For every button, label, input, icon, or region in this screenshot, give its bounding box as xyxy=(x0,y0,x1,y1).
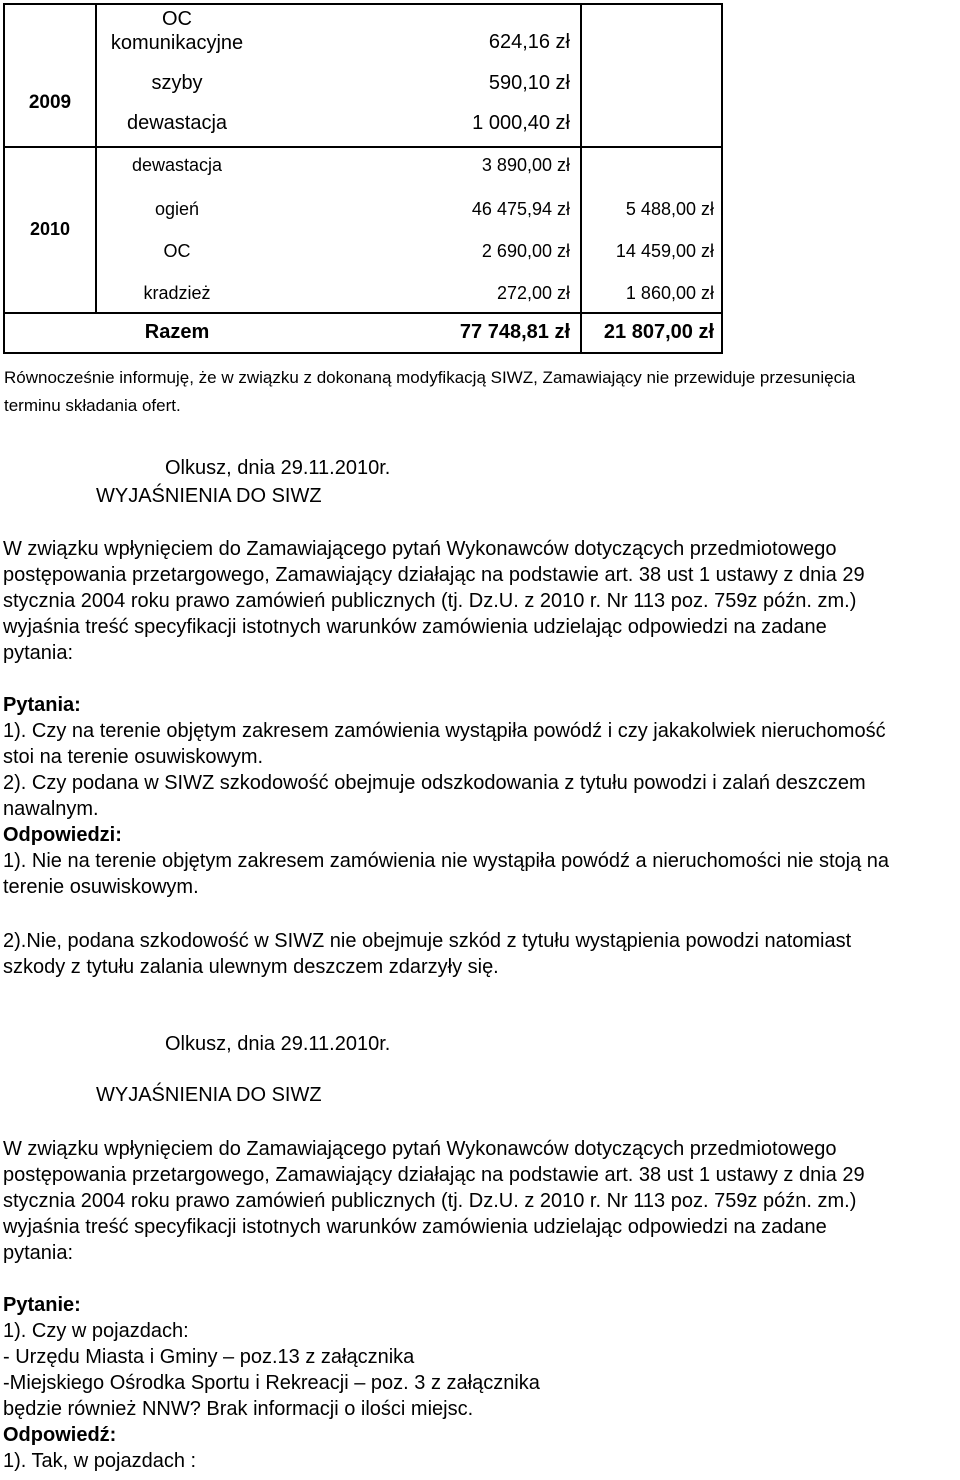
notice-paragraph: Równocześnie informuję, że w związku z dokonaną modyfikacją SIWZ, Zamawiający nie przewiduje przesunięcia terminu składania ofert. xyxy=(4,368,856,415)
claim-amount: 590,10 zł xyxy=(488,72,570,94)
claim-type: OC komunikacyjne xyxy=(110,8,244,54)
claim-type: dewastacja xyxy=(131,155,223,175)
claim-amount: 272,00 zł xyxy=(496,283,570,303)
total-amount: 77 748,81 zł xyxy=(459,321,570,343)
claim-amount: 1 000,40 zł xyxy=(472,112,570,134)
answer-item: 1). Nie na terenie objętym zakresem zamówienia nie wystąpiła powódź a nieruchomości nie stoją na terenie osuwiskowym. xyxy=(3,850,889,898)
claim-amount-2: 1 860,00 zł xyxy=(625,283,714,303)
date-line: Olkusz, dnia 29.11.2010r. xyxy=(165,457,391,479)
questions-list: 1). Czy na terenie objętym zakresem zamówienia wystąpiła powódź i czy jakakolwiek nieruchomość stoi na terenie osuwiskowym. 2). Czy podana w SIWZ szkodowość obejmuje odszkodowania z tytułu powodzi i zalań deszczem nawalnym. xyxy=(3,720,886,820)
claim-type: szyby xyxy=(151,72,203,94)
claim-type: dewastacja xyxy=(126,112,228,134)
section-heading: WYJAŚNIENIA DO SIWZ xyxy=(96,485,322,507)
year-2009: 2009 xyxy=(28,92,72,113)
total-label: Razem xyxy=(144,321,210,343)
question-list: 1). Czy w pojazdach: - Urzędu Miasta i Gminy – poz.13 z załącznika -Miejskiego Ośrodka Sportu i Rekreacji – poz. 3 z załącznika będzie również NNW? Brak informacji o ilości miejsc. xyxy=(3,1320,540,1420)
date-line: Olkusz, dnia 29.11.2010r. xyxy=(165,1033,391,1055)
claim-amount: 624,16 zł xyxy=(488,31,570,53)
answers-label: Odpowiedzi: xyxy=(3,824,122,846)
claim-type: OC xyxy=(163,241,191,261)
claim-amount-2: 14 459,00 zł xyxy=(615,241,714,261)
claim-amount: 2 690,00 zł xyxy=(481,241,570,261)
section-heading: WYJAŚNIENIA DO SIWZ xyxy=(96,1084,322,1106)
year-2010: 2010 xyxy=(29,219,71,239)
claim-amount: 46 475,94 zł xyxy=(471,199,570,219)
answer-item: 1). Tak, w pojazdach : xyxy=(3,1450,197,1472)
answer-item: 2).Nie, podana szkodowość w SIWZ nie obejmuje szkód z tytułu wystąpienia powodzi natomiast szkody z tytułu zalania ulewnym deszczem zdarzyły się. xyxy=(3,930,852,978)
intro-paragraph: W związku wpłynięciem do Zamawiającego pytań Wykonawców dotyczących przedmiotowego postępowania przetargowego, Zamawiający działając na podstawie art. 38 ust 1 ustawy z dnia 29 stycznia 2004 roku prawo zamówień publicznych (tj. Dz.U. z 2010 r. Nr 113 poz. 759z późn. zm.) wyjaśnia treść specyfikacji istotnych warunków zamówienia udzielając odpowiedzi na zadane pytania: xyxy=(3,1138,865,1264)
intro-paragraph: W związku wpłynięciem do Zamawiającego pytań Wykonawców dotyczących przedmiotowego postępowania przetargowego, Zamawiający działając na podstawie art. 38 ust 1 ustawy z dnia 29 stycznia 2004 roku prawo zamówień publicznych (tj. Dz.U. z 2010 r. Nr 113 poz. 759z późn. zm.) wyjaśnia treść specyfikacji istotnych warunków zamówienia udzielając odpowiedzi na zadane pytania: xyxy=(3,538,865,664)
questions-label: Pytania: xyxy=(3,694,81,716)
answer-label: Odpowiedź: xyxy=(3,1424,117,1446)
question-label: Pytanie: xyxy=(3,1294,81,1316)
claim-type: kradzież xyxy=(143,283,211,303)
claim-type: ogień xyxy=(154,199,200,219)
total-amount-2: 21 807,00 zł xyxy=(603,321,714,343)
claim-amount-2: 5 488,00 zł xyxy=(625,199,714,219)
claim-amount: 3 890,00 zł xyxy=(481,155,570,175)
